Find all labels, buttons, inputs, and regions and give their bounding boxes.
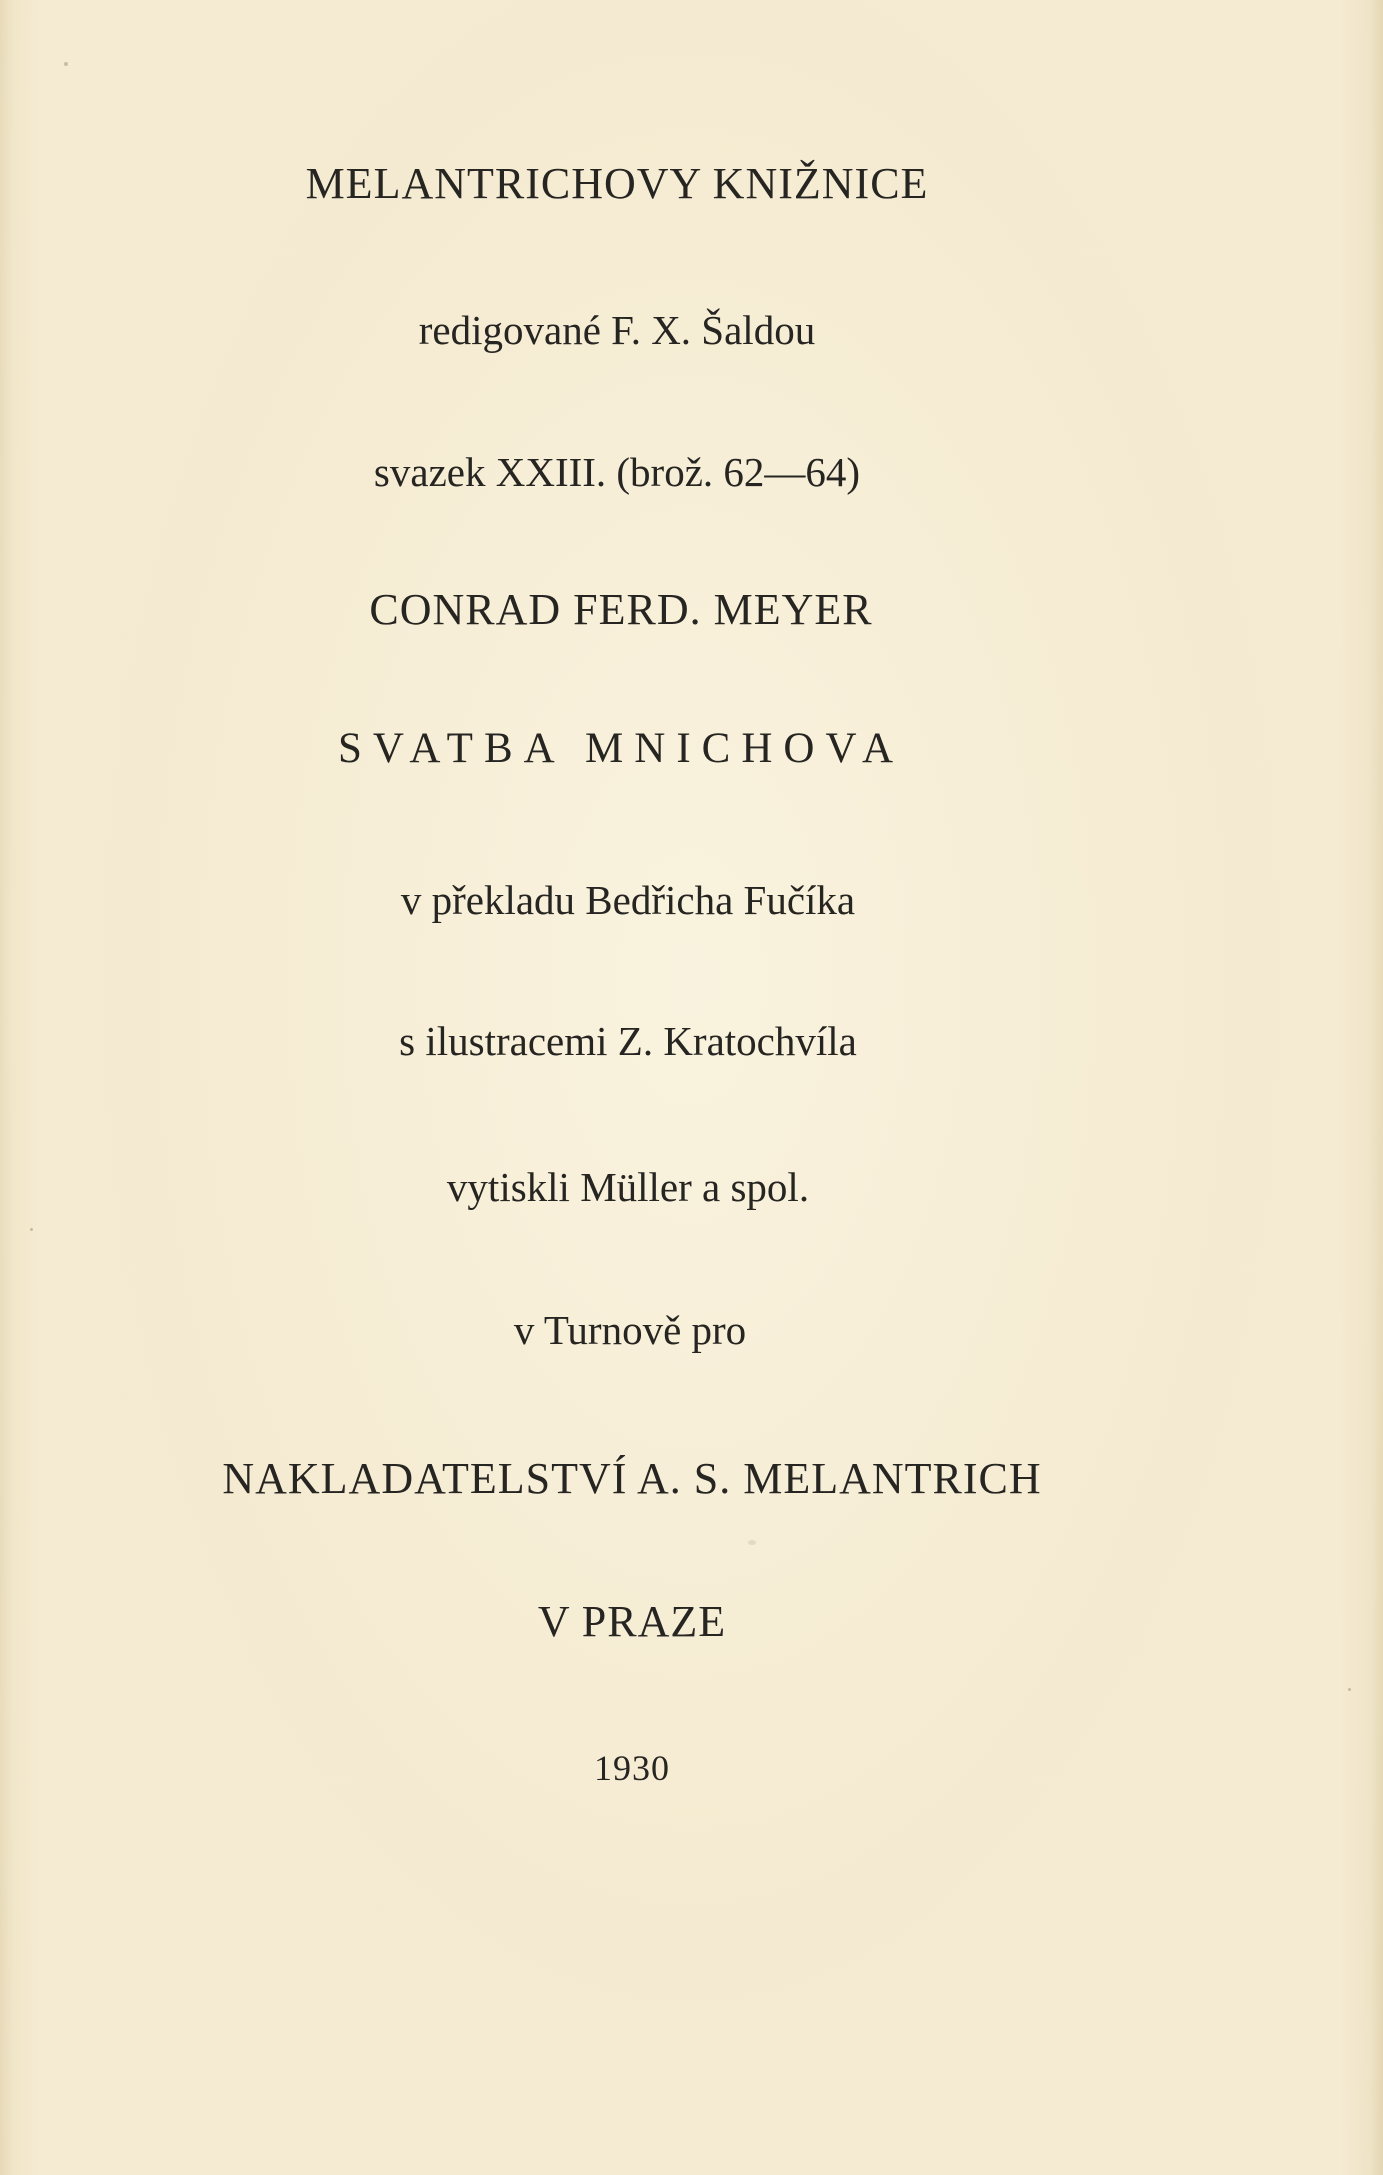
paper-speck bbox=[1348, 1688, 1351, 1691]
paper-speck bbox=[64, 62, 68, 66]
publication-year: 1930 bbox=[594, 1748, 670, 1788]
series-name: MELANTRICHOVY KNIŽNICE bbox=[305, 159, 929, 208]
publisher-name: NAKLADATELSTVÍ A. S. MELANTRICH bbox=[222, 1454, 1042, 1503]
translator-line: v překladu Bedřicha Fučíka bbox=[400, 877, 856, 923]
paper-speck bbox=[748, 1540, 756, 1545]
publication-city: V PRAZE bbox=[537, 1597, 727, 1646]
printer-place-line: v Turnově pro bbox=[513, 1307, 747, 1353]
editor-line: redigované F. X. Šaldou bbox=[418, 307, 816, 353]
volume-line: svazek XXIII. (brož. 62—64) bbox=[373, 449, 861, 495]
illustrator-line: s ilustracemi Z. Kratochvíla bbox=[399, 1018, 857, 1064]
book-title: SVATBA MNICHOVA bbox=[337, 725, 905, 772]
printer-line: vytiskli Müller a spol. bbox=[446, 1164, 810, 1210]
author-name: CONRAD FERD. MEYER bbox=[369, 585, 873, 634]
paper-speck bbox=[30, 1228, 33, 1231]
